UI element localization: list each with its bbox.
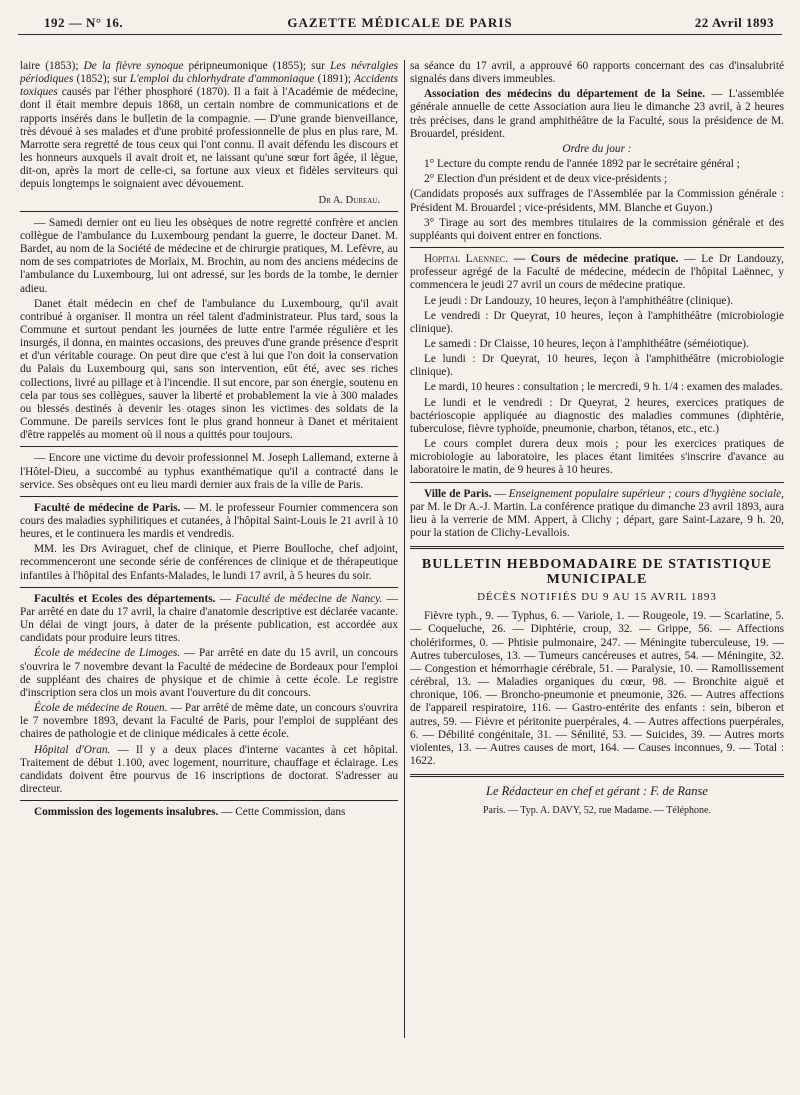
agenda-candidates: (Candidats proposés aux suffrages de l'Assemblée par la Commission générale : Président M. Brouardel ; vice-présidents, MM. Blanche et Guyon.): [410, 188, 784, 214]
schedule-thursday: Le jeudi : Dr Landouzy, 10 heures, leçon à l'amphithéâtre (clinique).: [424, 294, 734, 307]
agenda-item-2: 2° Election d'un président et de deux vice-présidents ;: [424, 173, 668, 186]
divider: [410, 482, 784, 483]
schedule-friday: Le vendredi : Dr Queyrat, 10 heures, leçon à l'amphithéâtre (microbiologie clinique).: [410, 309, 784, 335]
lallemand-notice: — Encore une victime du devoir professionnel M. Joseph Lallemand, externe à l'Hôtel-Dieu, a succombé au typhus exanthématique qu'il a contracté dans le service. Ses obsèques ont eu lieu mardi dernier aux frais de la ville de Paris.: [20, 452, 398, 491]
journal-title: GAZETTE MÉDICALE DE PARIS: [287, 15, 513, 30]
right-column: [410, 60, 784, 1077]
limoges-notice: École de médecine de Limoges. — Par arrêté en date du 15 avril, un concours s'ouvrira le 7 novembre devant la Faculté de médecine de Bordeaux pour l'emploi de suppléant des chaires de physique et de chimie à cette école. Le registre d'inscription sera clos un mois avant l'ouverture du dit concours.: [20, 647, 398, 699]
ville-de-paris-notice: Ville de Paris. — Enseignement populaire supérieur ; cours d'hygiène sociale, par M. le Dr A.-J. Martin. La conférence pratique du dimanche 23 avril 1893, aura lieu à la verrerie de MM. Appert, à Clichy ; départ, gare Saint-Lazare, 9 h. 20, pour la station de Clichy-Levallois.: [410, 487, 784, 539]
danet-obituary: — Samedi dernier ont eu lieu les obsèques de notre regretté confrère et ancien collègue de l'ambulance du Luxembourg pendant la guerre, le docteur Danet. M. Bardet, au nom de la Société de médecine et de chirurgie pratiques, M. Lefèvre, au nom de ses compatriotes de Morlaix, M. Brochin, au nom des anciens médecins de l'ambulance du Luxembourg, lui ont adressé, sur les bords de la tombe, le dernier adieu.: [20, 216, 398, 295]
rouen-notice: École de médecine de Rouen. — Par arrêté de même date, un concours s'ouvrira le 7 novembre 1893, devant la Faculté de Paris, pour l'emploi de suppléant des chaires de pathologie et de clinique médicales à cette école.: [20, 702, 398, 741]
left-column: [20, 60, 398, 1077]
bulletin-title: BULLETIN HEBDOMADAIRE DE STATISTIQUE MUNICIPALE: [421, 557, 773, 588]
double-rule: [410, 546, 784, 549]
agenda-heading: Ordre du jour :: [562, 142, 632, 155]
enfants-malades-notice: MM. les Drs Aviraguet, chef de clinique, et Pierre Boulloche, chef adjoint, recommenceront une seconde série de conférences de clinique et de thérapeutique infantiles à l'hôpital des Enfants-Malades, le lundi 17 avril, à 5 heures du soir.: [20, 543, 398, 582]
schedule-saturday: Le samedi : Dr Claisse, 10 heures, leçon à l'amphithéâtre (séméiotique).: [424, 337, 749, 350]
divider: [20, 496, 398, 497]
laennec-notice: Hopital Laennec. — Cours de médecine pratique. — Le Dr Landouzy, professeur agrégé de la Faculté de médecine, médecin de l'hôpital Laënnec, y commencera le jeudi 27 avril un cours de médecine pratique.: [410, 253, 784, 292]
mortality-statistics: Fièvre typh., 9. — Typhus, 6. — Variole, 1. — Rougeole, 19. — Scarlatine, 5. — Coqueluche, 26. — Diphtérie, croup, 32. — Grippe, 56. — Affections cholériformes, 0. — Phtisie pulmonaire, 247. — Méningite tuberculeuse, 19. — Autres tuberculoses, 13. — Tumeurs cancéreuses et autres, 54. — Méningite, 32. — Congestion et hémorrhagie cérébrale, 51. — Paralysie, 10. — Ramollissement cérébral, 13. — Maladies organiques du cœur, 98. — Bronchite aiguë et chronique, 106. — Broncho-pneumonie et pneumonie, 326. — Autres affections de l'appareil respiratoire, 116. — Gastro-entérite des enfants : sein, biberon et autres, 59. — Fièvre et péritonite puerpérales, 4. — Autres affections puerpérales, 6. — Débilité congénitale, 31. — Sénilité, 53. — Suicides, 39. — Autres morts violentes, 13. — Autres causes de mort, 164. — Causes inconnues, 9. — Total : 1622.: [410, 610, 784, 768]
page-number: 192 — N° 16.: [44, 15, 124, 30]
column-divider: [404, 60, 405, 1038]
divider: [20, 800, 398, 801]
agenda-item-3: 3° Tirage au sort des membres titulaires de la commission générale et des suppléants qui doivent entrer en fonctions.: [410, 216, 784, 242]
nancy-notice: Facultés et Ecoles des départements. — Faculté de médecine de Nancy. — Par arrêté en date du 17 avril, la chaire d'anatomie descriptive est déclarée vacante. Un délai de vingt jours, à dater de la présente publication, est accordée aux candidats pour produire leurs titres.: [20, 592, 398, 645]
bulletin-subtitle: DÉCÈS NOTIFIÉS DU 9 AU 15 AVRIL 1893: [477, 591, 717, 604]
commission-continued: sa séance du 17 avril, a approuvé 60 rapports concernant des cas d'insalubrité signalés dans divers immeubles.: [410, 60, 784, 86]
columns: [18, 60, 782, 1077]
schedule-exercises: Le lundi et le vendredi : Dr Queyrat, 2 heures, exercices pratiques de bactérioscopie appliquée au diagnostic des maladies communes (diphtérie, tuberculose, fièvre typhoïde, pneumonie, charbon, tétanos, etc., etc.): [410, 396, 784, 435]
danet-biography: Danet était médecin en chef de l'ambulance du Luxembourg, qu'il avait contribué à organiser. Il montra un réel talent d'administrateur. Plus tard, sous la Commune et surtout pendant les journées de lutte entre l'armée régulière et les insurgés, il donna, en maintes occasions, des preuves d'une grande présence d'esprit et d'un véritable courage. On peut dire que c'est à lui que l'on doit la conservation du Palais du Luxembourg qui, sans son intervention, eût été, avec ses riches collections, livré au pillage et à l'incendie. Il sut encore, par son énergie, soutenu en cela par tous ses collègues, sauver la liberté et probablement la vie à 300 malades ou blessés destinés à devenir les otages sinon les victimes des soldats de la Commune. De pareils services font le plus grand honneur à Danet et méritaient d'être rappelés au moment où il nous a quittés pour toujours.: [20, 297, 398, 442]
schedule-duration: Le cours complet durera deux mois ; pour les exercices pratiques de microbiologie au laboratoire, les places étant limitées s'inscrire d'avance au laboratoire le matin, de 9 heures à 10 heures.: [410, 438, 784, 477]
editor-credit: Le Rédacteur en chef et gérant : F. de Ranse: [486, 784, 708, 799]
paris-faculty-notice: Faculté de médecine de Paris. — M. le professeur Fournier commencera son cours des maladies syphilitiques et cutanées, à l'hôpital Saint-Louis le 21 avril à 10 heures, et le continuera les mardis et vendredis.: [20, 501, 398, 541]
commission-notice: Commission des logements insalubres. — Cette Commission, dans: [34, 806, 346, 819]
divider: [410, 247, 784, 248]
printer-credit: Paris. — Typ. A. DAVY, 52, rue Madame. — Téléphone.: [483, 805, 711, 817]
marrotte-obituary-text: laire (1853); De la fièvre synoque péripneumonique (1855); sur Les névralgies périodiques (1852); sur L'emploi du chlorhydrate d'ammoniaque (1891); Accidents toxiques causés par l'éther phosphoré (1870). Il a fait à l'Académie de médecine, dont il était membre depuis 1868, un certain nombre de communications et de rapports insérés dans le bulletin de la compagnie. — D'une grande bienveillance, très dévoué à ses malades et d'une probité professionnelle de plus en plus rare, M. Marrotte sera regretté de tous ceux qui l'ont connu. Il avait défendu les discours et les honneurs auxquels il avait droit et, ne laissant qu'une sœur fort âgée, il lègue, dit-on, après la mort de celle-ci, sa fortune aux vieux et fidèles serviteurs qui depuis longtemps le soignaient avec dévouement.: [20, 60, 398, 191]
agenda-item-1: 1° Lecture du compte rendu de l'année 1892 par le secrétaire général ;: [424, 158, 740, 171]
schedule-monday: Le lundi : Dr Queyrat, 10 heures, leçon à l'amphithéâtre (microbiologie clinique).: [410, 353, 784, 379]
issue-date: 22 Avril 1893: [694, 15, 774, 30]
author-signature: Dr A. Dureau.: [318, 194, 380, 206]
double-rule: [410, 774, 784, 777]
page-header: [18, 12, 782, 35]
association-notice: Association des médecins du département de la Seine. — L'assemblée générale annuelle de cette Association aura lieu le dimanche 23 avril, à 2 heures très précises, dans le grand amphithéâtre de la Faculté, sous la présidence de M. Brouardel, président.: [410, 88, 784, 140]
divider: [20, 211, 398, 212]
divider: [20, 446, 398, 447]
schedule-tuesday: Le mardi, 10 heures : consultation ; le mercredi, 9 h. 1/4 : examen des malades.: [424, 381, 783, 394]
divider: [20, 587, 398, 588]
oran-notice: Hôpital d'Oran. — Il y a deux places d'interne vacantes à cet hôpital. Traitement de début 1.100, avec logement, nourriture, chauffage et éclairage. Les candidats doivent être pourvus de 16 inscriptions de doctorat. S'adresser au directeur.: [20, 743, 398, 795]
